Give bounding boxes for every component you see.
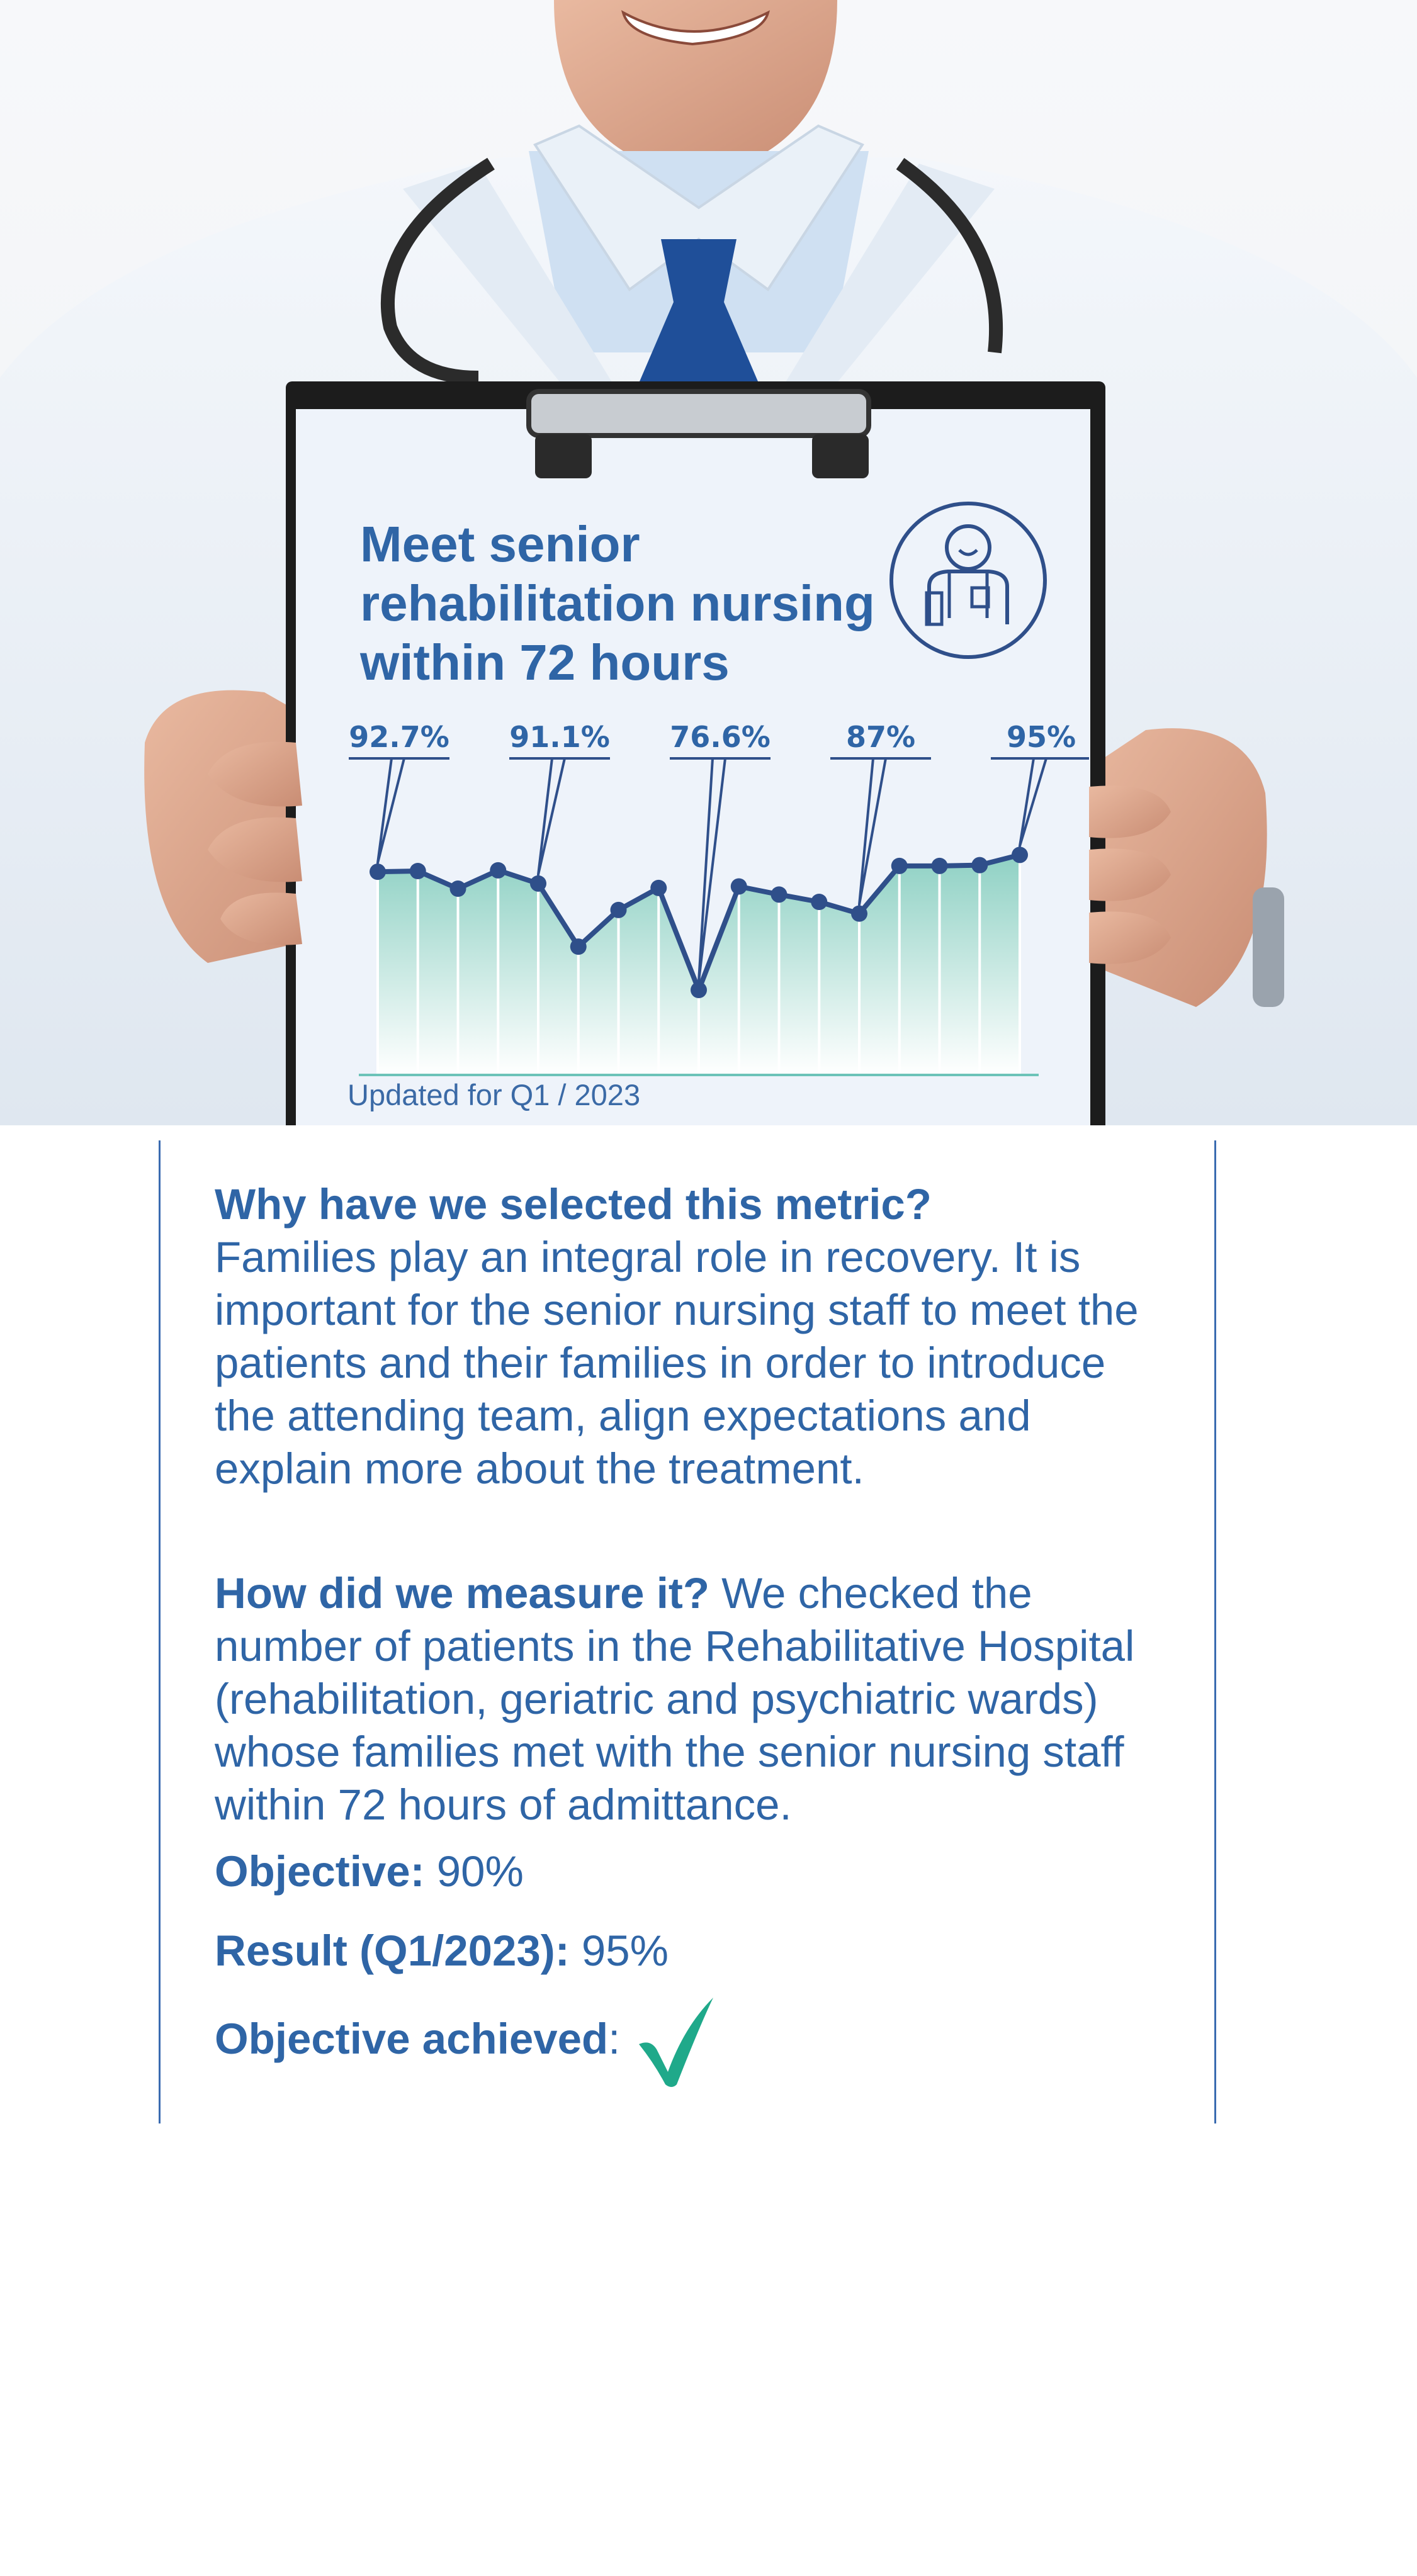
- data-point: [891, 858, 908, 874]
- data-label: 92.7%: [349, 720, 449, 754]
- how-heading: How did we measure it?: [215, 1569, 709, 1617]
- how-body: We checked the number of patients in the Rehabilitative Hospital (rehabilitation, geriatric and psychiatric wards) whose families met with the senior nursing staff within 72 hours of admittance.: [215, 1569, 1135, 1829]
- data-point: [731, 879, 747, 895]
- paper-title-line: within 72 hours: [360, 634, 730, 690]
- data-point: [1012, 846, 1028, 863]
- data-label: 87%: [845, 720, 916, 754]
- how-section: [215, 1567, 1178, 1831]
- result-line: [215, 1925, 1178, 1977]
- data-point: [410, 863, 426, 879]
- data-label: 76.6%: [670, 720, 771, 754]
- data-point: [691, 982, 707, 998]
- achieved-colon: :: [608, 2015, 621, 2064]
- paper-title-line: Meet senior: [360, 516, 640, 572]
- checkmark-icon: [635, 1995, 717, 2089]
- paper-title-line: rehabilitation nursing: [360, 575, 875, 631]
- data-point: [851, 906, 867, 922]
- trend-chart: [296, 409, 1089, 1076]
- data-point: [570, 938, 587, 955]
- objective-line: [215, 1845, 1178, 1898]
- data-point: [490, 862, 506, 879]
- data-point: [530, 875, 546, 892]
- why-body: Families play an integral role in recovery. It is important for the senior nursing staff to meet the patients and their families in order to introduce the attending team, align expectations and explain more about the treatment.: [215, 1233, 1139, 1493]
- result-label: Result (Q1/2023):: [215, 1926, 570, 1975]
- data-point: [611, 902, 627, 918]
- callout-pointer: [859, 758, 886, 905]
- hero-photo: [0, 0, 1417, 1125]
- updated-note: Updated for Q1 / 2023: [347, 1078, 641, 1111]
- callout-pointer: [378, 758, 404, 863]
- watch-shape: [1253, 887, 1284, 1007]
- objective-value: 90%: [424, 1847, 524, 1896]
- achieved-line: [215, 1995, 1178, 2089]
- data-point: [650, 880, 667, 896]
- metric-card: [159, 1140, 1216, 2123]
- why-section: [215, 1178, 1178, 1495]
- data-point: [450, 880, 466, 897]
- data-point: [971, 857, 988, 874]
- objective-label: Objective:: [215, 1847, 425, 1896]
- data-point: [370, 863, 386, 880]
- data-label: 91.1%: [509, 720, 610, 754]
- achieved-label: Objective achieved: [215, 2015, 609, 2064]
- data-label: 95%: [1006, 720, 1076, 754]
- callout-pointer: [1020, 758, 1046, 846]
- result-value: 95%: [569, 1926, 669, 1975]
- why-heading: Why have we selected this metric?: [215, 1180, 932, 1229]
- data-point: [771, 886, 788, 903]
- data-point: [811, 894, 827, 910]
- callout-pointer: [538, 758, 565, 875]
- data-point: [932, 858, 948, 874]
